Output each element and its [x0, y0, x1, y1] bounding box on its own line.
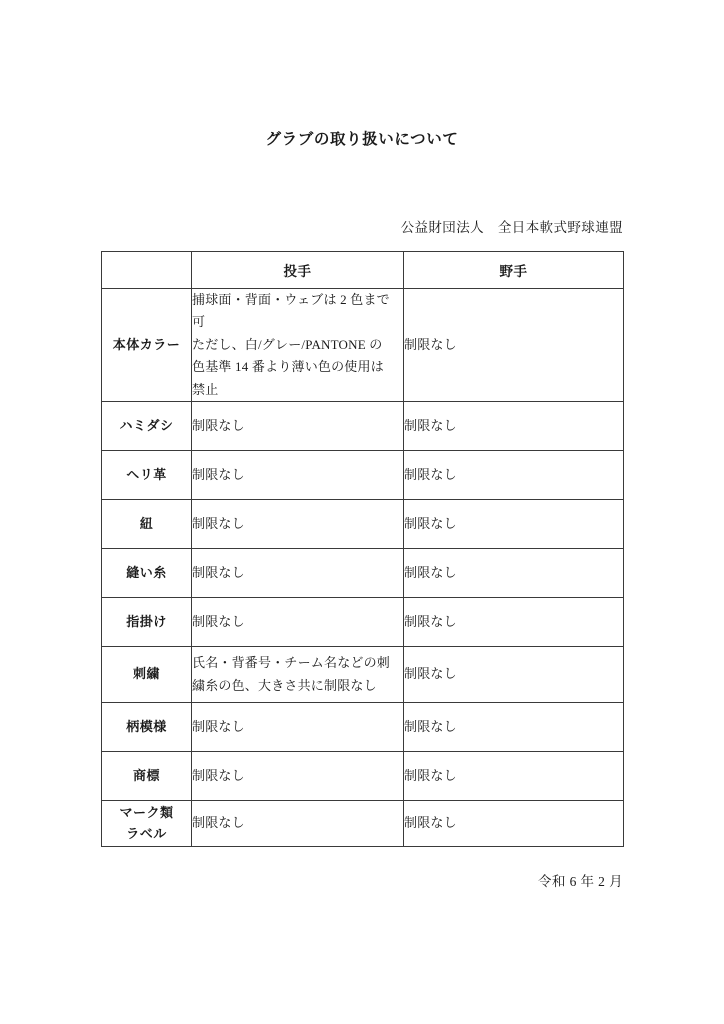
row-label-line: 商標: [132, 767, 160, 783]
row-label-line: 指掛け: [126, 613, 167, 629]
cell-fielder: [404, 402, 624, 451]
row-label: [102, 703, 192, 752]
table-row: [102, 598, 624, 647]
row-label-line: マーク類: [119, 805, 174, 821]
cell-fielder: [404, 801, 624, 847]
glove-spec-table-container: [101, 251, 623, 847]
cell-pitcher-line: 禁止: [192, 381, 219, 397]
cell-pitcher: [192, 500, 404, 549]
column-header-item: [102, 252, 192, 289]
table-row: [102, 289, 624, 402]
table-row: [102, 801, 624, 847]
row-label: [102, 289, 192, 402]
cell-fielder-line: 制限なし: [404, 417, 457, 433]
cell-fielder: [404, 598, 624, 647]
cell-fielder: [404, 752, 624, 801]
row-label-line: ヘリ革: [126, 466, 167, 482]
row-label-line: 柄模様: [126, 718, 167, 734]
cell-pitcher-line: 繍糸の色、大きさ共に制限なし: [192, 677, 377, 693]
table-row: [102, 647, 624, 703]
column-header-pitcher: 投手: [192, 252, 404, 289]
row-label: [102, 549, 192, 598]
footer-date: 令和 6 年 2 月: [538, 874, 623, 889]
table-row: [102, 402, 624, 451]
cell-pitcher-line: 制限なし: [192, 515, 245, 531]
row-label-line: 本体カラー: [112, 336, 181, 352]
cell-pitcher: [192, 402, 404, 451]
table-body: [102, 289, 624, 847]
cell-pitcher: [192, 451, 404, 500]
cell-fielder-line: 制限なし: [404, 815, 457, 831]
cell-pitcher: [192, 801, 404, 847]
cell-pitcher-line: 制限なし: [192, 466, 245, 482]
table-header: [102, 252, 624, 289]
table-row: [102, 451, 624, 500]
row-label: [102, 500, 192, 549]
row-label: [102, 752, 192, 801]
cell-pitcher-line: 氏名・背番号・チーム名などの刺: [192, 655, 391, 671]
cell-pitcher: [192, 549, 404, 598]
cell-pitcher-line: 制限なし: [192, 718, 245, 734]
cell-fielder: [404, 549, 624, 598]
cell-fielder-line: 制限なし: [404, 564, 457, 580]
cell-fielder-line: 制限なし: [404, 613, 457, 629]
cell-fielder-line: 制限なし: [404, 718, 457, 734]
row-label: [102, 647, 192, 703]
table-row: [102, 703, 624, 752]
cell-fielder-line: 制限なし: [404, 515, 457, 531]
column-header-fielder: 野手: [404, 252, 624, 289]
table-row: [102, 549, 624, 598]
cell-fielder: [404, 451, 624, 500]
row-label-line: 刺繍: [132, 666, 160, 682]
row-label: [102, 801, 192, 847]
row-label-line: 縫い糸: [126, 564, 167, 580]
page-title: グラブの取り扱いについて: [265, 131, 459, 148]
cell-pitcher-line: 制限なし: [192, 767, 245, 783]
table-header-row: [102, 252, 624, 289]
cell-fielder-line: 制限なし: [404, 666, 457, 682]
cell-pitcher-line: 制限なし: [192, 815, 245, 831]
cell-pitcher: [192, 598, 404, 647]
cell-fielder: [404, 500, 624, 549]
cell-fielder-line: 制限なし: [404, 767, 457, 783]
row-label: [102, 402, 192, 451]
cell-pitcher: [192, 752, 404, 801]
cell-pitcher-line: 制限なし: [192, 613, 245, 629]
row-label: [102, 451, 192, 500]
cell-fielder-line: 制限なし: [404, 336, 457, 352]
cell-pitcher: [192, 647, 404, 703]
cell-pitcher-line: 可: [192, 314, 206, 330]
cell-pitcher-line: ただし、白/グレー/PANTONE の: [192, 336, 383, 352]
table-row: [102, 752, 624, 801]
cell-pitcher: [192, 703, 404, 752]
row-label-line: ラベル: [126, 825, 167, 841]
cell-fielder: [404, 289, 624, 402]
glove-spec-table: [101, 251, 624, 847]
cell-pitcher-line: 制限なし: [192, 417, 245, 433]
cell-pitcher: [192, 289, 404, 402]
row-label-line: 紐: [139, 515, 154, 531]
table-row: [102, 500, 624, 549]
issuing-organization: 公益財団法人 全日本軟式野球連盟: [400, 220, 623, 235]
cell-pitcher-line: 色基準 14 番より薄い色の使用は: [192, 359, 384, 375]
cell-fielder: [404, 647, 624, 703]
row-label: [102, 598, 192, 647]
cell-fielder: [404, 703, 624, 752]
cell-pitcher-line: 制限なし: [192, 564, 245, 580]
cell-pitcher-line: 捕球面・背面・ウェブは 2 色まで: [192, 292, 390, 308]
cell-fielder-line: 制限なし: [404, 466, 457, 482]
row-label-line: ハミダシ: [119, 417, 174, 433]
